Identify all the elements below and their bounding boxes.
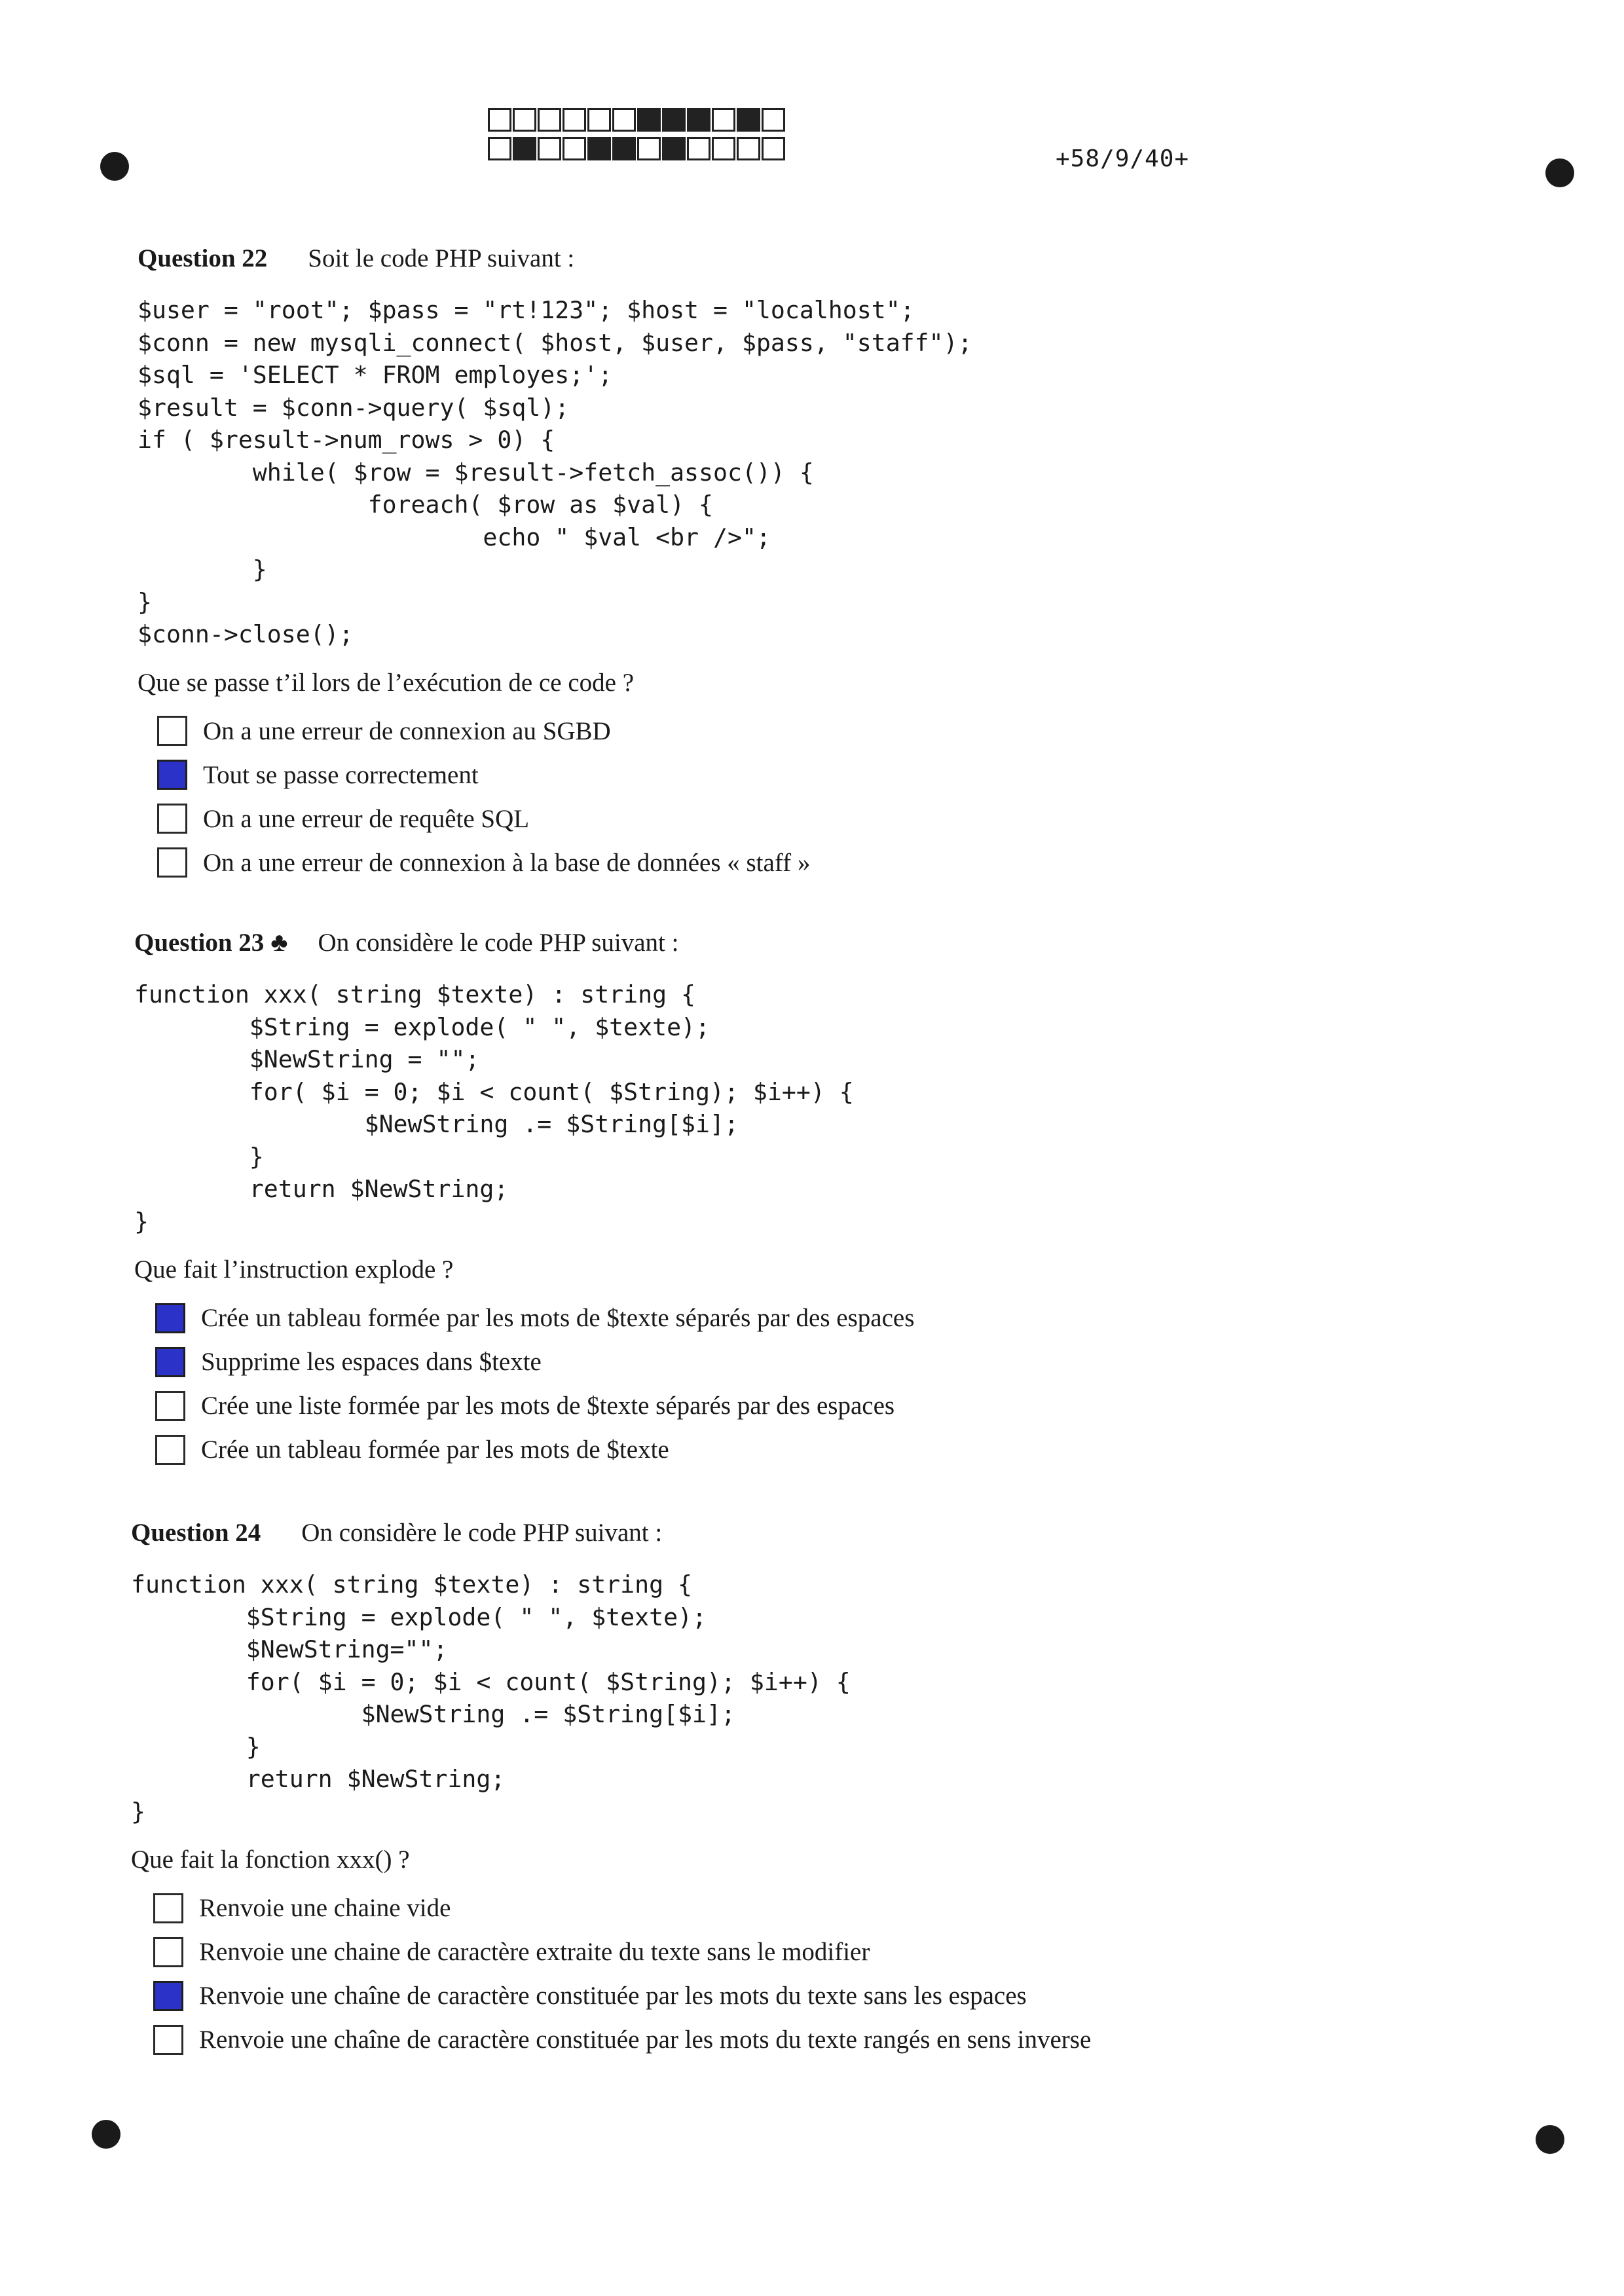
question-header <box>131 1518 1091 1547</box>
answer-list <box>155 1296 914 1472</box>
question-number: Question 24 <box>131 1519 261 1547</box>
answer-label: Renvoie une chaîne de caractère constituée par les mots du texte rangés en sens inverse <box>199 2026 1092 2054</box>
page-identifier: +58/9/40+ <box>1056 145 1190 172</box>
answer-label: Renvoie une chaîne de caractère constituée par les mots du texte sans les espaces <box>199 1982 1027 2010</box>
answer-option[interactable] <box>153 2018 1091 2062</box>
checkbox[interactable] <box>153 1893 183 1923</box>
question-23 <box>134 927 914 1472</box>
answer-option[interactable] <box>157 709 972 753</box>
question-number: Question 22 <box>138 244 268 272</box>
answer-list <box>157 709 972 885</box>
question-22 <box>138 244 972 885</box>
answer-label: Renvoie une chaine vide <box>199 1894 451 1922</box>
page-barcode-grid <box>488 108 786 166</box>
checkbox[interactable] <box>153 1937 183 1967</box>
answer-label: On a une erreur de connexion à la base de données « staff » <box>203 848 811 877</box>
code-block: $user = "root"; $pass = "rt!123"; $host = "localhost"; $conn = new mysqli_connect( $host, $user, $pass, "staff"); $sql = 'SELECT * FROM employes;'; $result = $conn->query( $sql); if ( $result->num_rows > 0) { while( $row = $result->fetch_assoc()) { foreach( $row as $val) { echo " $val <br />"; } } $conn->close(); <box>138 296 972 648</box>
checkbox-checked[interactable] <box>155 1347 185 1377</box>
answer-label: Renvoie une chaine de caractère extraite du texte sans le modifier <box>199 1938 870 1966</box>
answer-label: Tout se passe correctement <box>203 760 479 789</box>
code-block: function xxx( string $texte) : string { $String = explode( " ", $texte); $NewString=""; for( $i = 0; $i < count( $String); $i++) { $NewString .= $String[$i]; } return $NewString; } <box>131 1570 851 1826</box>
club-icon: ♣ <box>270 927 288 957</box>
question-intro: Soit le code PHP suivant : <box>308 244 575 272</box>
registration-mark-top-left <box>100 152 129 181</box>
question-number: Question 23 <box>134 929 265 957</box>
checkbox-checked[interactable] <box>157 760 187 790</box>
answer-option[interactable] <box>153 1930 1091 1974</box>
answer-option[interactable] <box>155 1428 914 1472</box>
checkbox[interactable] <box>153 2025 183 2055</box>
answer-label: Crée un tableau formée par les mots de $texte séparés par des espaces <box>201 1304 915 1332</box>
checkbox-checked[interactable] <box>155 1303 185 1333</box>
answer-option[interactable] <box>155 1340 914 1384</box>
question-prompt: Que se passe t’il lors de l’exécution de ce code ? <box>138 668 635 697</box>
checkbox-checked[interactable] <box>153 1981 183 2011</box>
answer-label: On a une erreur de connexion au SGBD <box>203 716 611 745</box>
answer-label: On a une erreur de requête SQL <box>203 804 530 833</box>
question-intro: On considère le code PHP suivant : <box>318 929 679 957</box>
answer-list <box>153 1886 1091 2062</box>
question-intro: On considère le code PHP suivant : <box>301 1519 663 1547</box>
barcode-row <box>488 108 786 133</box>
answer-option[interactable] <box>157 753 972 797</box>
question-24 <box>131 1518 1091 2062</box>
barcode-row <box>488 137 786 162</box>
checkbox[interactable] <box>157 847 187 878</box>
answer-option[interactable] <box>157 797 972 841</box>
answer-option[interactable] <box>153 1974 1091 2018</box>
registration-mark-bottom-left <box>92 2120 120 2149</box>
question-header <box>134 927 914 957</box>
answer-label: Crée une liste formée par les mots de $texte séparés par des espaces <box>201 1392 895 1420</box>
answer-option[interactable] <box>153 1886 1091 1930</box>
answer-option[interactable] <box>155 1296 914 1340</box>
answer-option[interactable] <box>155 1384 914 1428</box>
registration-mark-top-right <box>1545 158 1574 187</box>
question-header <box>138 244 972 273</box>
answer-option[interactable] <box>157 841 972 885</box>
code-block: function xxx( string $texte) : string { $String = explode( " ", $texte); $NewString = ""; for( $i = 0; $i < count( $String); $i++) { $NewString .= $String[$i]; } return $NewString; } <box>134 980 854 1236</box>
question-prompt: Que fait la fonction xxx() ? <box>131 1845 410 1874</box>
checkbox[interactable] <box>155 1391 185 1421</box>
registration-mark-bottom-right <box>1536 2125 1564 2154</box>
answer-label: Supprime les espaces dans $texte <box>201 1348 542 1376</box>
answer-label: Crée un tableau formée par les mots de $texte <box>201 1435 669 1464</box>
checkbox[interactable] <box>155 1435 185 1465</box>
checkbox[interactable] <box>157 716 187 746</box>
checkbox[interactable] <box>157 804 187 834</box>
question-prompt: Que fait l’instruction explode ? <box>134 1255 454 1284</box>
